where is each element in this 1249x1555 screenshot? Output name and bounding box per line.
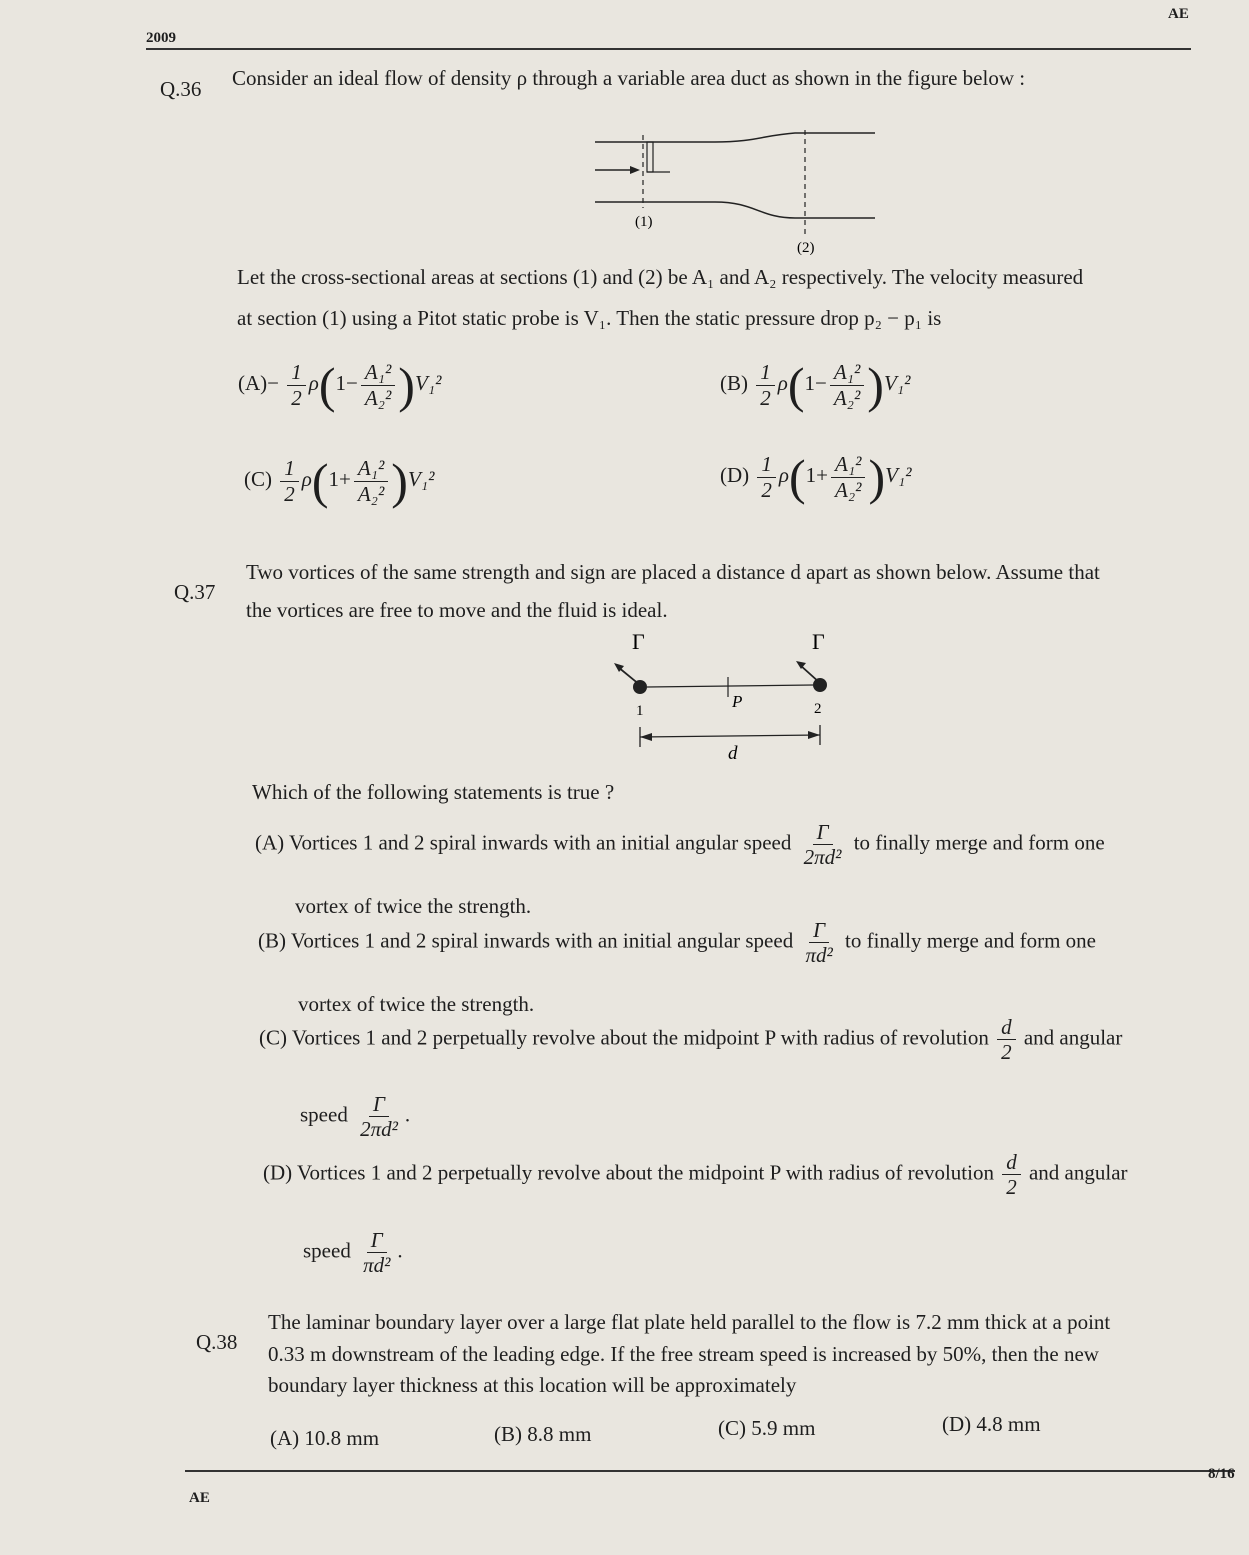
q37-option-d[interactable]: (D) Vortices 1 and 2 perpetually revolve about the midpoint P with radius of revolution $\frac{d}{2}$ and angular — [263, 1150, 1128, 1200]
distance-line — [640, 735, 820, 737]
q37-option-d-radius-frac: $\frac{d}{2}$ — [1002, 1150, 1021, 1199]
q38-number: Q.38 — [196, 1330, 238, 1354]
vortex-2-label: 2 — [814, 701, 822, 717]
q36-option-b-rho: ρ — [777, 370, 788, 395]
q37-option-c-radius-frac: $\frac{d}{2}$ — [997, 1015, 1016, 1064]
distance-label: d — [728, 743, 738, 764]
q36-option-a-half: $\frac{1}{2}$ — [287, 360, 306, 409]
pitot-probe-stem — [647, 142, 653, 172]
q36-option-b-v1sq: V₁² — [883, 370, 911, 395]
section-2-label: (2) — [797, 240, 815, 255]
q37-option-c-speed-frac: $\frac{\Gamma}{\text{2πd²}}$ — [360, 1092, 398, 1142]
duct-top-right-wall — [715, 133, 875, 142]
q36-option-a-label: (A) — [238, 370, 268, 395]
q36-option-b-half: $\frac{1}{2}$ — [756, 360, 775, 409]
header-rule — [146, 48, 1191, 50]
q36-option-c-v1sq: V₁² — [407, 466, 435, 491]
q36-option-b-area-ratio: $\frac{\text{A₁²}}{\text{A₂²}}$ — [830, 360, 864, 409]
q36-option-b-label: (B) — [720, 370, 748, 395]
q36-option-b[interactable]: (B) $\frac{1}{2}$ ρ(1− $\frac{\text{A₁²}}{\text{A₂²}}$ )V₁² — [720, 357, 911, 413]
q37-number: Q.37 — [174, 580, 216, 604]
footer-rule — [185, 1470, 1235, 1472]
q38-option-c[interactable]: (C) 5.9 mm — [718, 1416, 816, 1440]
q38-option-d[interactable]: (D) 4.8 mm — [942, 1412, 1041, 1436]
q37-option-a[interactable]: (A) Vortices 1 and 2 spiral inwards with an initial angular speed $\frac{\Gamma}{\text{2πd²}}$ to finally merge and form one — [255, 820, 1105, 870]
q38-option-a[interactable]: (A) 10.8 mm — [270, 1426, 380, 1450]
vortex-connect-line — [647, 685, 813, 687]
q36-option-c-inner: 1+ — [328, 466, 351, 491]
q36-number: Q.36 — [160, 77, 202, 101]
q36-option-c-half: $\frac{1}{2}$ — [280, 456, 299, 505]
q36-option-a-area-ratio: $\frac{\text{A₁²}}{\text{A₂²}}$ — [361, 360, 395, 409]
q36-option-c-label: (C) — [244, 466, 272, 491]
q36-option-a-v1sq: V₁² — [414, 370, 442, 395]
q36-text-2: at section (1) using a Pitot static probe is V₁. Then the static pressure drop p₂ − p₁ is — [237, 306, 942, 330]
q36-option-d-label: (D) — [720, 462, 750, 487]
q36-stem: Consider an ideal flow of density ρ through a variable area duct as shown in the figure below : — [232, 66, 1026, 90]
q37-option-c[interactable]: (C) Vortices 1 and 2 perpetually revolve about the midpoint P with radius of revolution $\frac{d}{2}$ and angular — [259, 1015, 1123, 1065]
q37-option-b-speed-frac: $\frac{\Gamma}{\text{πd²}}$ — [805, 918, 833, 968]
vortex-1-gamma: Γ — [632, 629, 645, 654]
q36-option-d-area-ratio: $\frac{\text{A₁²}}{\text{A₂²}}$ — [831, 452, 865, 501]
q36-option-c-rho: ρ — [301, 466, 312, 491]
q36-option-d-rho: ρ — [778, 462, 789, 487]
q36-option-a-rho: ρ — [308, 370, 319, 395]
vortex-1-dot — [633, 680, 647, 694]
q36-option-a-sign: − — [267, 370, 279, 395]
section-1-label: (1) — [635, 214, 653, 230]
q38-line-3: boundary layer thickness at this location will be approximately — [268, 1373, 797, 1397]
q38-line-2: 0.33 m downstream of the leading edge. If the free stream speed is increased by 50%, then the new — [268, 1342, 1099, 1366]
vortex-1-label: 1 — [636, 703, 644, 719]
q36-text-1: Let the cross-sectional areas at sections (1) and (2) be A₁ and A₂ respectively. The velocity measured — [237, 265, 1084, 289]
q36-duct-figure — [585, 130, 885, 255]
q37-option-a-cont: vortex of twice the strength. — [295, 894, 532, 918]
q36-option-a[interactable]: (A)− $\frac{1}{2}$ ρ(1− $\frac{\text{A₁²}}{\text{A₂²}}$ )V₁² — [238, 357, 442, 413]
flow-arrowhead — [630, 166, 640, 174]
midpoint-label: P — [732, 692, 743, 711]
header-code: AE — [1168, 6, 1189, 22]
q36-option-a-inner: 1− — [335, 370, 358, 395]
q37-option-d-speed-frac: $\frac{\Gamma}{\text{πd²}}$ — [363, 1228, 391, 1278]
q37-option-b[interactable]: (B) Vortices 1 and 2 spiral inwards with an initial angular speed $\frac{\Gamma}{\text{πd²}}$ to finally merge and form one — [258, 918, 1097, 968]
q36-option-c-area-ratio: $\frac{\text{A₁²}}{\text{A₂²}}$ — [354, 456, 388, 505]
q37-option-b-cont: vortex of twice the strength. — [298, 992, 535, 1016]
footer-page: 8/16 — [1208, 1466, 1235, 1482]
q36-option-c[interactable]: (C) $\frac{1}{2}$ ρ(1+ $\frac{\text{A₁²}}{\text{A₂²}}$ )V₁² — [244, 453, 435, 509]
q38-option-b[interactable]: (B) 8.8 mm — [494, 1422, 592, 1446]
q37-vortex-figure — [600, 625, 850, 765]
vortex-2-gamma: Γ — [812, 629, 825, 654]
header-year: 2009 — [146, 30, 176, 46]
q36-option-b-inner: 1− — [804, 370, 827, 395]
q36-option-d[interactable]: (D) $\frac{1}{2}$ ρ(1+ $\frac{\text{A₁²}}{\text{A₂²}}$ )V₁² — [720, 449, 912, 505]
vortex-2-dot — [813, 678, 827, 692]
q37-option-c-speed: speed $\frac{\Gamma}{\text{2πd²}}$ . — [300, 1092, 411, 1142]
q37-question: Which of the following statements is true ? — [252, 780, 615, 804]
q36-option-d-inner: 1+ — [805, 462, 828, 487]
q36-option-d-half: $\frac{1}{2}$ — [757, 452, 776, 501]
duct-bottom-right-wall — [715, 202, 875, 218]
q37-option-a-speed-frac: $\frac{\Gamma}{\text{2πd²}}$ — [803, 820, 842, 870]
q36-option-d-v1sq: V₁² — [885, 462, 912, 487]
footer-code: AE — [189, 1490, 210, 1506]
q37-option-d-speed: speed $\frac{\Gamma}{\text{πd²}}$ . — [303, 1228, 403, 1278]
q38-line-1: The laminar boundary layer over a large flat plate held parallel to the flow is 7.2 mm thick at a point — [268, 1310, 1111, 1334]
q37-stem-2: the vortices are free to move and the fluid is ideal. — [246, 598, 668, 622]
vortex-2-arrowhead — [796, 661, 806, 669]
q37-stem-1: Two vortices of the same strength and sign are placed a distance d apart as shown below. Assume that — [246, 560, 1100, 584]
